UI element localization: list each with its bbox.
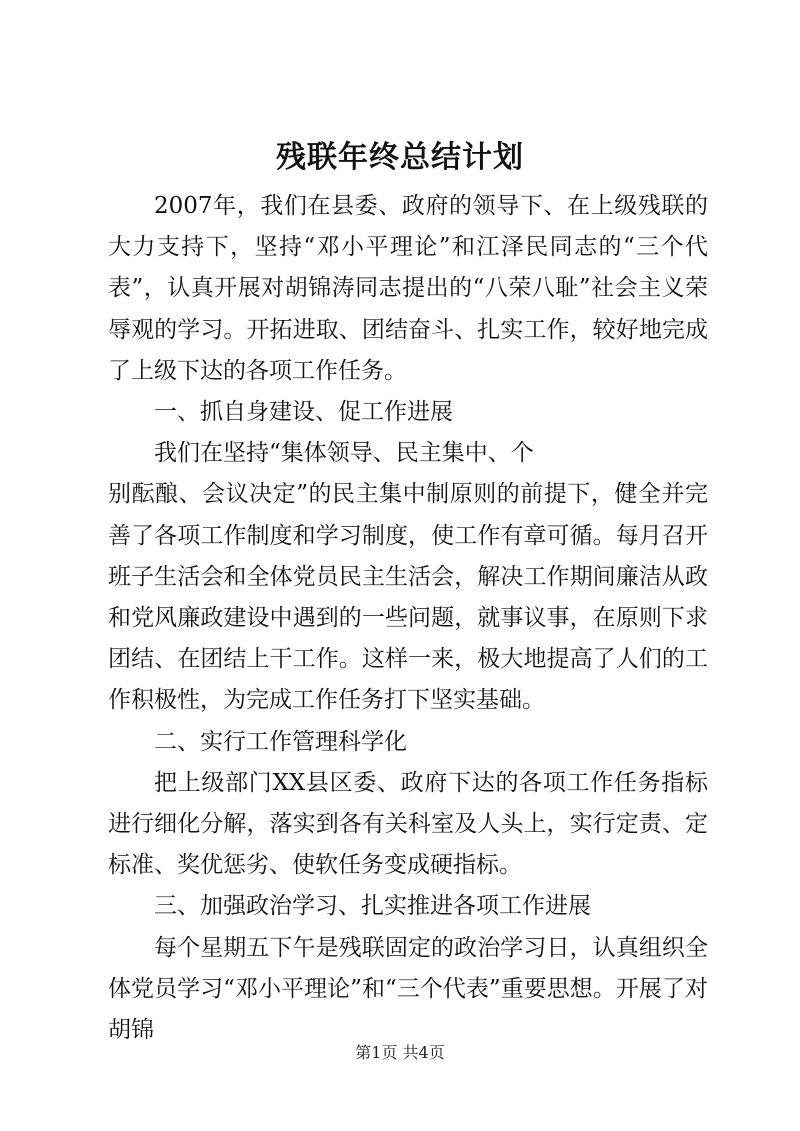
document-body: [108, 186, 708, 1051]
paragraph-section-1-continued: 别酝酿、会议决定”的民主集中制原则的前提下，健全并完善了各项工作制度和学习制度，使工作有章可循。每月召开班子生活会和全体党员民主生活会，解决工作期间廉洁从政和党风廉政建设中遇到的一些问题，就事议事，在原则下求团结、在团结上干工作。这样一来，极大地提高了人们的工作积极性，为完成工作任务打下坚实基础。: [108, 481, 708, 714]
section-heading-3: 三、加强政治学习、扎实推进各项工作进展: [154, 893, 591, 920]
page-footer: 第1页 共4页: [355, 1043, 445, 1062]
section-heading-1: 一、抓自身建设、促工作进展: [154, 399, 453, 426]
paragraph-intro: 2007年，我们在县委、政府的领导下、在上级残联的大力支持下，坚持“邓小平理论”和江泽民同志的“三个代表”，认真开展对胡锦涛同志提出的“八荣八耻”社会主义荣辱观的学习。开拓进取、团结奋斗、扎实工作，较好地完成了上级下达的各项工作任务。: [108, 193, 708, 384]
document-title: 残联年终总结计划: [276, 140, 524, 175]
paragraph-section-1-start: 我们在坚持“集体领导、民主集中、个: [154, 440, 534, 467]
section-heading-2: 二、实行工作管理科学化: [154, 728, 407, 755]
paragraph-section-2: 把上级部门XX县区委、政府下达的各项工作任务指标进行细化分解，落实到各有关科室及人头上，实行定责、定标准、奖优惩劣、使软任务变成硬指标。: [108, 769, 708, 879]
paragraph-section-3: 每个星期五下午是残联固定的政治学习日，认真组织全体党员学习“邓小平理论”和“三个代表”重要思想。开展了对胡锦: [108, 934, 708, 1044]
